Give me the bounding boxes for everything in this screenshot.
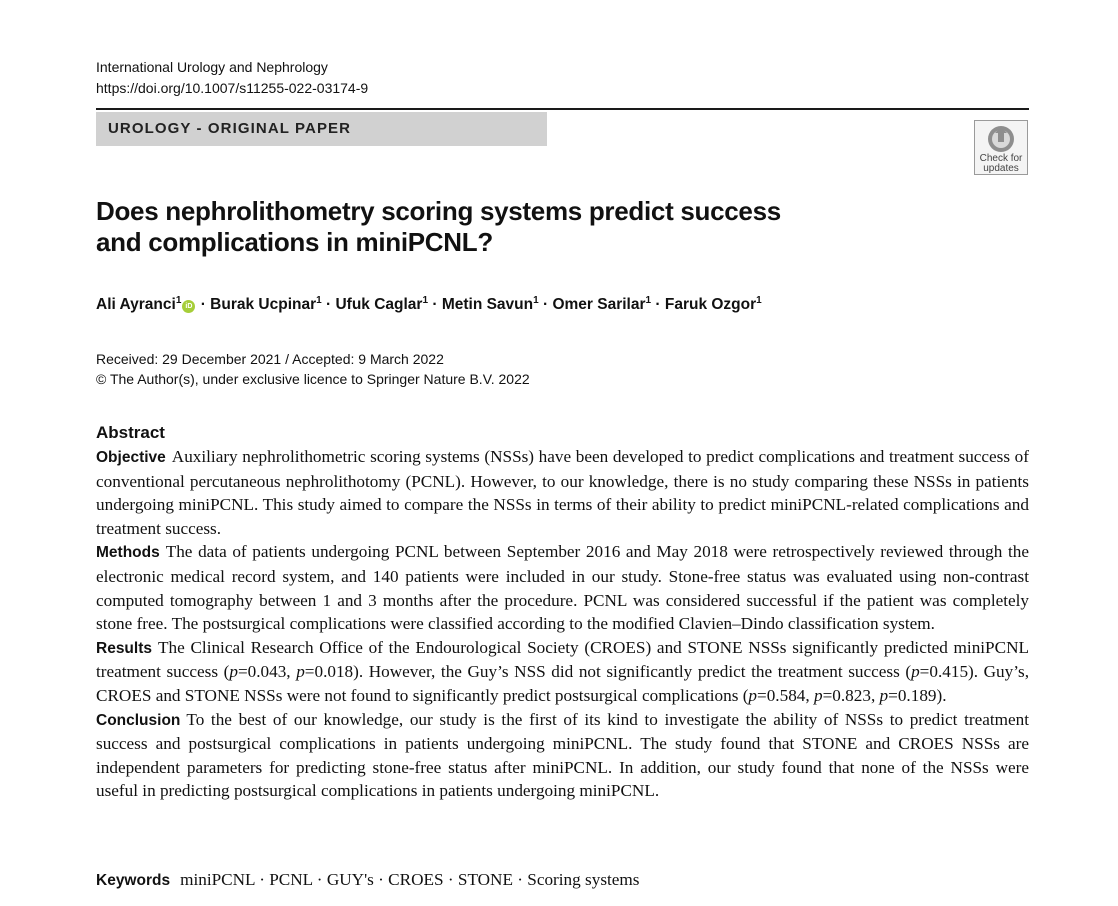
dates-line: Received: 29 December 2021 / Accepted: 9 March 2022	[96, 351, 444, 367]
methods-text: The data of patients undergoing PCNL between September 2016 and May 2018 were retrospectively reviewed through the electronic medical record system, and 140 patients were included in our study. Stone-free status was evaluated using non-contrast computed tomography between 1 and 3 months after the procedure. PCNL was considered successful if the patient was completely stone free. The postsurgical complications were classified according to the modified Clavien–Dindo classification system.	[96, 542, 1029, 634]
results-paragraph	[96, 636, 1029, 708]
p-symbol: p	[911, 662, 920, 682]
conclusion-text: To the best of our knowledge, our study is the first of its kind to investigate the ability of NSSs to predict treatment success and postsurgical complications in patients undergoing miniPCNL. The study found that STONE and CROES NSSs are independent parameters for predicting stone-free status after miniPCNL. In addition, our study found that none of the NSSs were useful in predicting postsurgical complications in patients undergoing miniPCNL.	[96, 709, 1029, 801]
p-symbol: p	[296, 662, 305, 682]
author-name[interactable]: Ali Ayranci	[96, 296, 176, 314]
results-text: The Clinical Research Office of the Endourological Society (CROES) and STONE NSSs significantly predicted miniPCNL treatment success (	[96, 637, 1029, 682]
author-name[interactable]: Metin Savun	[441, 296, 534, 314]
author-name[interactable]: Ufuk Caglar	[335, 296, 423, 314]
affiliation-mark: 1	[533, 295, 539, 306]
p-value: =0.415). Guy’s, CROES and STONE NSSs were not found to significantly predict postsurgical complications (	[96, 662, 1029, 705]
abstract-body	[96, 445, 1029, 803]
check-for-label: Check for	[979, 153, 1023, 164]
header-divider	[96, 108, 1029, 110]
p-value: =0.584,	[757, 685, 814, 705]
p-symbol: p	[879, 685, 889, 705]
check-for-updates-icon	[986, 124, 1016, 154]
affiliation-mark: 1	[645, 295, 652, 306]
methods-paragraph	[96, 540, 1029, 635]
section-band	[96, 112, 547, 146]
copyright-line: © The Author(s), under exclusive licence to Springer Nature B.V. 2022	[96, 371, 530, 387]
conclusion-paragraph	[96, 708, 1029, 803]
objective-text: Auxiliary nephrolithometric scoring systems (NSSs) have been developed to predict complications and treatment success of conventional percutaneous nephrolithotomy (PCNL). However, to our knowledge, there is no study comparing these NSSs in patients undergoing miniPCNL. This study aimed to compare the NSSs in terms of their ability to predict miniPCNL-related complications and treatment success.	[96, 447, 1029, 538]
objective-label: Objective	[96, 449, 166, 466]
keywords-line	[96, 870, 639, 890]
p-value: =0.189).	[888, 685, 947, 705]
author-name[interactable]: Omer Sarilar	[552, 296, 646, 314]
results-label: Results	[96, 639, 152, 657]
p-symbol: p	[748, 685, 758, 705]
keywords-label: Keywords	[96, 872, 171, 889]
p-value: =0.043,	[237, 662, 297, 682]
author-list: Ali Ayranci$^1$iD · Burak Ucpinar$^1$ · Ufuk Caglar$^1$ · Metin Savun$^1$ · Omer Sarilar$^1$ · Faruk Ozgor$^1$	[96, 295, 762, 314]
title-line-2: and complications in miniPCNL?	[96, 227, 493, 257]
objective-paragraph	[96, 445, 1029, 540]
affiliation-mark: 1	[756, 295, 762, 306]
orcid-icon[interactable]: iD	[182, 300, 195, 313]
journal-name: International Urology and Nephrology	[96, 59, 328, 75]
methods-label: Methods	[96, 544, 160, 562]
p-symbol: p	[813, 685, 823, 705]
affiliation-mark: 1	[175, 295, 182, 306]
updates-label: updates	[983, 163, 1019, 174]
check-for-updates-button[interactable]	[974, 120, 1028, 175]
p-value: =0.823,	[822, 685, 880, 705]
author-name[interactable]: Faruk Ozgor	[664, 296, 757, 314]
section-label: UROLOGY - ORIGINAL PAPER	[108, 120, 352, 137]
p-value: =0.018). However, the Guy’s NSS did not significantly predict the treatment success (	[304, 662, 912, 682]
title-line-1: Does nephrolithometry scoring systems predict success	[96, 196, 781, 226]
affiliation-mark: 1	[316, 295, 322, 306]
conclusion-label: Conclusion	[96, 711, 181, 729]
keywords-text: miniPCNL · PCNL · GUY's · CROES · STONE · Scoring systems	[180, 870, 640, 889]
paper-title	[96, 196, 856, 258]
p-symbol: p	[229, 662, 238, 682]
doi-link[interactable]: https://doi.org/10.1007/s11255-022-03174-9	[96, 80, 369, 96]
abstract-heading: Abstract	[96, 423, 165, 442]
affiliation-mark: 1	[422, 295, 429, 306]
author-name[interactable]: Burak Ucpinar	[210, 296, 317, 314]
